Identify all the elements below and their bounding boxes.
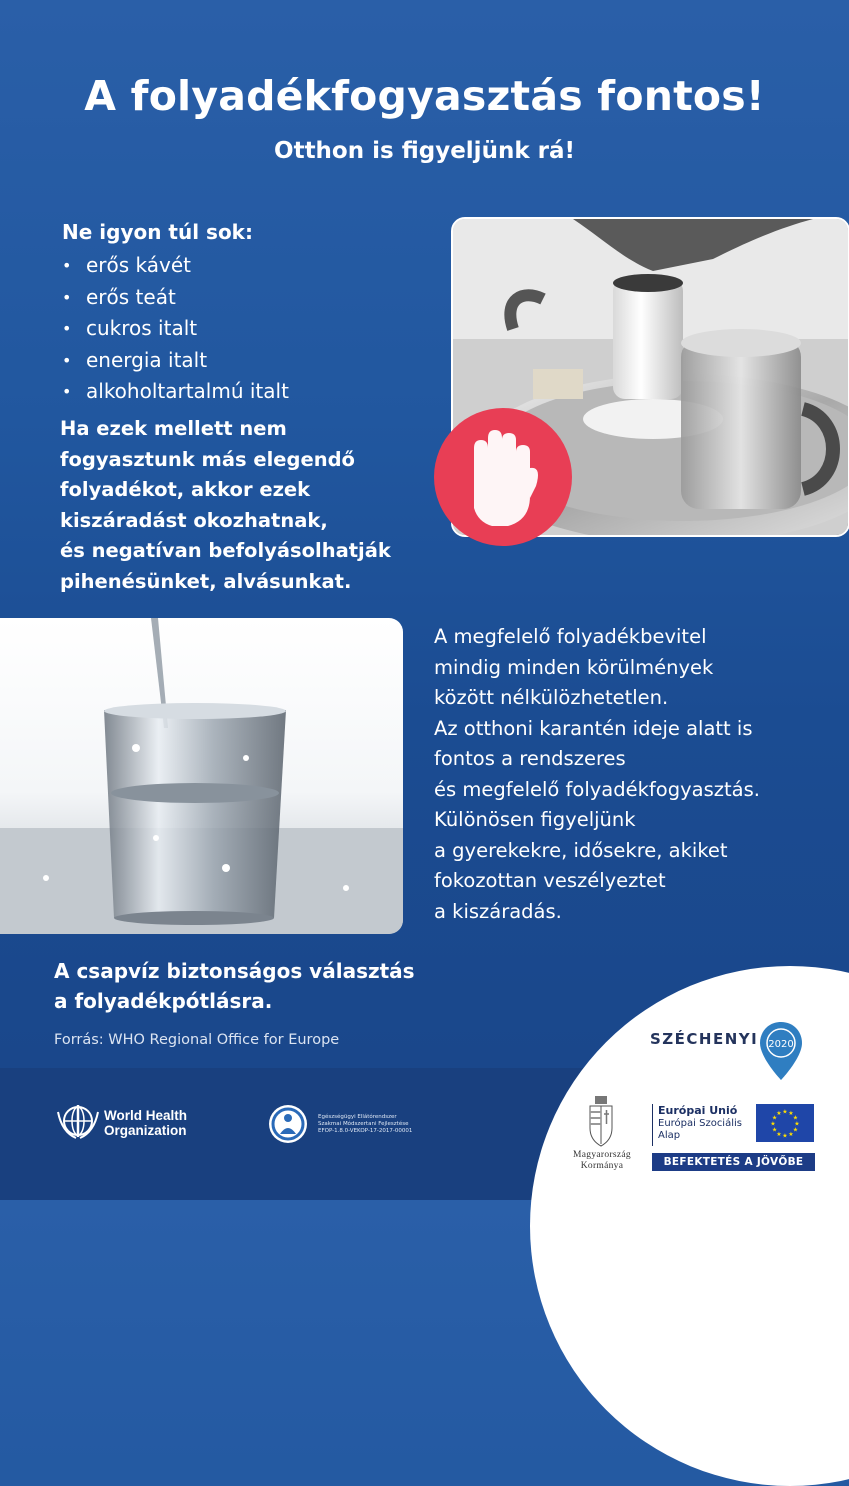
list-item: • erős kávét (62, 253, 192, 277)
eu-star: ★ (770, 1120, 776, 1128)
map-pin-icon (756, 1020, 806, 1082)
eu-star: ★ (794, 1120, 800, 1128)
page-subtitle: Otthon is figyeljünk rá! (274, 138, 575, 164)
list-item: • erős teát (62, 284, 176, 309)
coat-of-arms-icon (586, 1094, 616, 1148)
eu-subtitle: Európai Szociális Alap (658, 1118, 742, 1141)
info-paragraph: A megfelelő folyadékbevitel mindig minden körülmények között nélkülözhetetlen. Az otthoni karantén ideje alatt is fontos a rendszeres és megfelelő folyadékfogyasztás. Különösen figyeljünk a gyerekekre, idősekre, akiket fokozottan veszélyeztet a kiszáradás. (434, 625, 760, 923)
eu-star: ★ (782, 1132, 788, 1140)
who-emblem-icon (56, 1102, 100, 1140)
eskf-logo-text: Egészségügyi Ellátórendszer Szakmai Módszertani Fejlesztése EFOP-1.8.0-VEKOP-17-2017-00001 (318, 1114, 413, 1134)
hand-stop-icon (434, 408, 572, 546)
eu-star: ★ (771, 1126, 778, 1134)
warning-heading: Ne igyon túl sok: (62, 220, 253, 244)
source-note: Forrás: WHO Regional Office for Europe (54, 1032, 340, 1048)
eu-star: ★ (776, 1130, 782, 1138)
eu-star: ★ (788, 1130, 794, 1138)
list-item: • cukros italt (62, 316, 198, 340)
eu-star: ★ (792, 1126, 799, 1134)
stop-badge (434, 408, 572, 546)
warning-paragraph: Ha ezek mellett nem fogyasztunk más elegendő folyadékot, akkor ezek kiszáradást okozhatnak, és negatívan befolyásolhatják pihenésünket, alvásunkat. (60, 417, 391, 593)
eu-star: ★ (771, 1114, 778, 1122)
eu-star: ★ (792, 1114, 799, 1122)
eskf-logo-icon (266, 1102, 310, 1146)
befektetes-banner: BEFEKTETÉS A JÖVŐBE (652, 1153, 815, 1171)
list-item: • alkoholtartalmú italt (62, 379, 289, 403)
eu-star: ★ (782, 1108, 788, 1116)
szechenyi-logo-text: SZÉCHENYI (650, 1030, 759, 1048)
warning-list (62, 250, 289, 408)
eu-flag (756, 1104, 814, 1142)
eu-flag-icon (756, 1104, 814, 1142)
list-item: • energia italt (62, 347, 208, 372)
eu-star: ★ (788, 1110, 794, 1118)
tap-water-statement: A csapvíz biztonságos választás a folyadékpótlásra. (54, 959, 415, 1013)
who-logo-text: World Health Organization (104, 1108, 188, 1138)
eu-star: ★ (776, 1110, 782, 1118)
government-logo-text: Magyarország Kormánya (573, 1150, 631, 1171)
water-glass-photo (0, 618, 403, 934)
svg-text:2020: 2020 (768, 1039, 794, 1050)
eu-title: Európai Unió (658, 1104, 738, 1117)
page-title: A folyadékfogyasztás fontos! (84, 72, 765, 120)
